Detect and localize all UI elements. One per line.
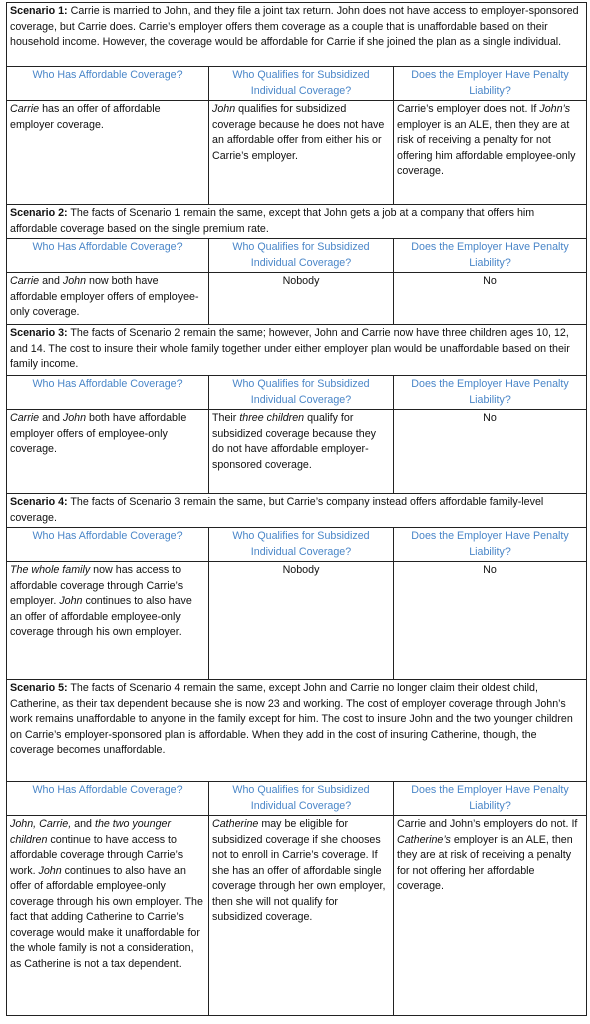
header-subsidized-coverage: Who Qualifies for Subsidized Individual Coverage? xyxy=(209,67,394,101)
scenario-2-subsidized-cell: Nobody xyxy=(209,273,394,325)
scenario-document xyxy=(6,2,586,1016)
scenario-1-affordable-person: Carrie xyxy=(10,103,40,115)
scenario-1-text: Carrie is married to John, and they file a joint tax return. John does not have access to employer-sponsored coverage, but Carrie does. Carrie’s employer offers them coverage as a couple that is unaffordable based on their household income. However, the coverage would be affordable for Carrie if she joined the plan as a single individual. xyxy=(10,5,579,48)
scenario-5-affordable-join: and xyxy=(71,818,95,830)
scenario-2-penalty-cell: No xyxy=(394,273,587,325)
scenario-2-answer-row xyxy=(7,273,587,325)
scenario-table xyxy=(6,2,587,1016)
scenario-1-subsidized-text: qualifies for subsidized coverage because he does not have an affordable offer from either his or Carrie’s employer. xyxy=(212,103,385,162)
header-affordable-coverage: Who Has Affordable Coverage? xyxy=(7,528,209,562)
scenario-2-description xyxy=(7,205,587,239)
scenario-4-affordable-person: The whole family xyxy=(10,564,91,576)
header-subsidized-coverage: Who Qualifies for Subsidized Individual Coverage? xyxy=(209,376,394,410)
scenario-4-affordable-join: now has access to affordable coverage through Carrie’s employer. xyxy=(10,564,184,607)
scenario-1-answer-row xyxy=(7,101,587,205)
scenario-4-header-row xyxy=(7,528,587,562)
scenario-3-label: Scenario 3: xyxy=(10,327,68,339)
scenario-2-text: The facts of Scenario 1 remain the same, except that John gets a job at a company that offers him affordable coverage based on the single premium rate. xyxy=(10,207,535,235)
scenario-2-affordable-person: Carrie xyxy=(10,275,40,287)
scenario-5-affordable-person-3: John xyxy=(38,864,62,877)
scenario-1-penalty-cell xyxy=(394,101,587,205)
scenario-1-affordable-cell xyxy=(7,101,209,205)
scenario-1-subsidized-person: John xyxy=(212,103,236,115)
scenario-5-label: Scenario 5: xyxy=(10,682,68,694)
scenario-4-label: Scenario 4: xyxy=(10,496,68,508)
header-affordable-coverage: Who Has Affordable Coverage? xyxy=(7,376,209,410)
scenario-2-affordable-text: now both have affordable employer offers of employee-only coverage. xyxy=(10,275,199,318)
scenario-3-affordable-person: Carrie xyxy=(10,412,40,424)
scenario-1-label: Scenario 1: xyxy=(10,5,68,17)
scenario-3-penalty-cell: No xyxy=(394,410,587,494)
scenario-1-penalty-text: employer is an ALE, then they are at risk of receiving a penalty for not offering him affordable employee-only coverage. xyxy=(397,118,576,177)
scenario-1-penalty-intro: Carrie’s employer does not. If xyxy=(397,103,540,115)
scenario-5-answer-row xyxy=(7,816,587,1016)
header-affordable-coverage: Who Has Affordable Coverage? xyxy=(7,239,209,273)
scenario-5-affordable-cell xyxy=(7,816,209,1016)
scenario-5-header-row xyxy=(7,782,587,816)
scenario-3-subsidized-text: qualify for subsidized coverage because they do not have affordable employer-sponsored coverage. xyxy=(212,412,376,471)
scenario-2-description-row xyxy=(7,205,587,239)
scenario-4-penalty-cell: No xyxy=(394,562,587,680)
scenario-1-penalty-person: John’s xyxy=(539,103,571,115)
scenario-1-header-row xyxy=(7,67,587,101)
scenario-5-text: The facts of Scenario 4 remain the same, except John and Carrie no longer claim their oldest child, Catherine, as their tax dependent because she is now 23 and working. The cost of employer coverage through John’s work remains unaffordable to anyone in the family except for him. The cost to insure John and the two younger children on Carrie’s employer-sponsored plan is affordable. When they add in the cost of insuring Catherine, though, the coverage becomes unaffordable. xyxy=(10,682,573,756)
header-subsidized-coverage: Who Qualifies for Subsidized Individual Coverage? xyxy=(209,782,394,816)
scenario-3-subsidized-person: three children xyxy=(239,412,305,424)
scenario-2-affordable-join: and xyxy=(39,275,63,287)
scenario-4-answer-row xyxy=(7,562,587,680)
scenario-3-affordable-person-2: John xyxy=(62,412,87,424)
header-penalty-liability: Does the Employer Have Penalty Liability? xyxy=(394,782,587,816)
scenario-1-description-row xyxy=(7,3,587,67)
header-affordable-coverage: Who Has Affordable Coverage? xyxy=(7,67,209,101)
header-subsidized-coverage: Who Qualifies for Subsidized Individual Coverage? xyxy=(209,239,394,273)
scenario-5-affordable-text: continues to also have an offer of affordable employee-only coverage through his own employer. The fact that adding Catherine to Carrie’s coverage would make it unaffordable for the whole family is not a consideration, as Catherine is not a tax dependent. xyxy=(10,864,203,970)
scenario-3-subsidized-intro: Their xyxy=(212,412,240,424)
scenario-5-affordable-join-2: continue to have access to affordable coverage through Carrie’s work. xyxy=(10,833,184,877)
scenario-3-description xyxy=(7,325,587,376)
scenario-4-text: The facts of Scenario 3 remain the same, but Carrie’s company instead offers affordable family-level coverage. xyxy=(10,496,544,524)
scenario-3-text: The facts of Scenario 2 remain the same; however, John and Carrie now have three children ages 10, 12, and 14. The cost to insure their whole family together under either employer plan would be unaffordable based on their family income. xyxy=(10,327,570,370)
scenario-3-affordable-cell xyxy=(7,410,209,494)
header-penalty-liability: Does the Employer Have Penalty Liability? xyxy=(394,67,587,101)
scenario-4-affordable-cell xyxy=(7,562,209,680)
scenario-5-penalty-person: Catherine’s xyxy=(397,833,451,846)
header-penalty-liability: Does the Employer Have Penalty Liability? xyxy=(394,376,587,410)
scenario-4-description xyxy=(7,494,587,528)
scenario-1-affordable-text: has an offer of affordable employer coverage. xyxy=(10,103,161,131)
scenario-4-affordable-person-2: John xyxy=(59,595,83,607)
scenario-5-penalty-text: employer is an ALE, then they are at risk of receiving a penalty for not offering her affordable coverage. xyxy=(397,833,573,892)
scenario-2-label: Scenario 2: xyxy=(10,207,68,219)
scenario-5-penalty-cell xyxy=(394,816,587,1016)
scenario-5-description xyxy=(7,680,587,782)
scenario-3-affordable-join: and xyxy=(39,412,63,424)
scenario-5-subsidized-cell xyxy=(209,816,394,1016)
scenario-1-subsidized-cell xyxy=(209,101,394,205)
scenario-2-affordable-cell xyxy=(7,273,209,325)
scenario-3-answer-row xyxy=(7,410,587,494)
scenario-5-subsidized-text: may be eligible for subsidized coverage if she chooses not to enroll in Carrie’s coverage. If she has an offer of affordable single coverage through her own employer, then she will not qualify for subsidized coverage. xyxy=(212,818,386,923)
header-penalty-liability: Does the Employer Have Penalty Liability? xyxy=(394,239,587,273)
scenario-3-affordable-text: both have affordable employer offers of employee-only coverage. xyxy=(10,412,187,455)
scenario-2-header-row xyxy=(7,239,587,273)
scenario-1-description xyxy=(7,3,587,67)
scenario-4-affordable-text: continues to also have an offer of affordable employee-only coverage through his own employer. xyxy=(10,595,192,638)
scenario-5-affordable-person-2: the two younger children xyxy=(10,818,172,846)
scenario-5-description-row xyxy=(7,680,587,782)
scenario-5-penalty-intro: Carrie and John’s employers do not. If xyxy=(397,818,578,830)
scenario-2-affordable-person-2: John xyxy=(62,275,87,287)
scenario-3-subsidized-cell xyxy=(209,410,394,494)
header-subsidized-coverage: Who Qualifies for Subsidized Individual Coverage? xyxy=(209,528,394,562)
scenario-4-subsidized-cell: Nobody xyxy=(209,562,394,680)
header-affordable-coverage: Who Has Affordable Coverage? xyxy=(7,782,209,816)
scenario-5-subsidized-person: Catherine xyxy=(212,818,259,830)
scenario-3-header-row xyxy=(7,376,587,410)
scenario-3-description-row xyxy=(7,325,587,376)
scenario-4-description-row xyxy=(7,494,587,528)
header-penalty-liability: Does the Employer Have Penalty Liability? xyxy=(394,528,587,562)
scenario-5-affordable-person: John, Carrie, xyxy=(10,818,72,830)
